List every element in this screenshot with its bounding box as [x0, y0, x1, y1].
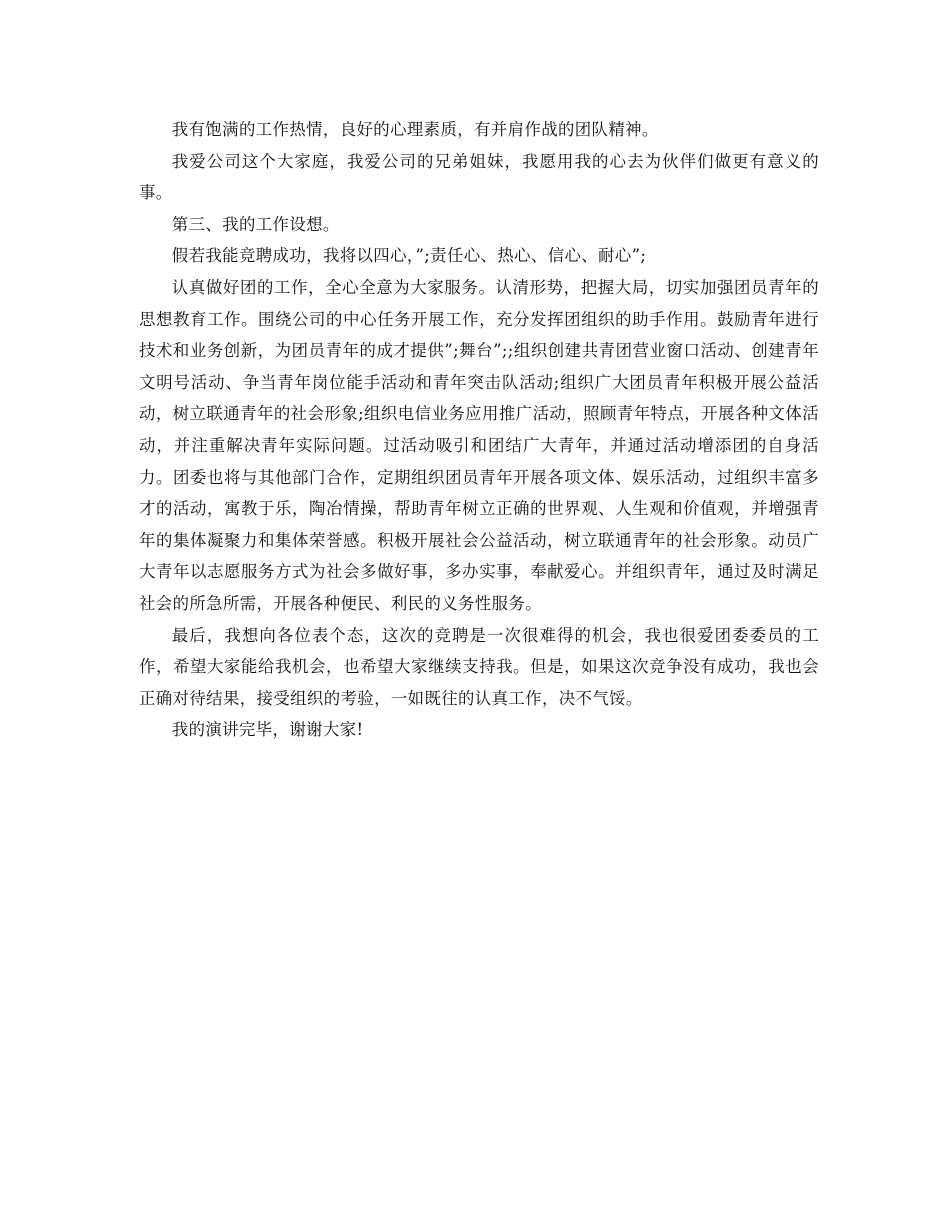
paragraph-final-statement: 最后，我想向各位表个态，这次的竞聘是一次很难得的机会，我也很爱团委委员的工作，希望大家能给我机会，也希望大家继续支持我。但是，如果这次竞争没有成功，我也会正确对待结果，接受组织的考验，一如既往的认真工作，决不气馁。 — [139, 625, 819, 708]
paragraph-closing: 我的演讲完毕，谢谢大家! — [171, 720, 364, 740]
paragraph-four-hearts: 假若我能竞聘成功，我将以四心，”;责任心、热心、信心、耐心”; — [171, 246, 647, 266]
paragraph-work-details: 认真做好团的工作，全心全意为大家服务。认清形势，把握大局，切实加强团员青年的思想教育工作。围绕公司的中心任务开展工作，充分发挥团组织的助手作用。鼓励青年进行技术和业务创新，为团员青年的成才提供”;舞台”;;组织创建共青团营业窗口活动、创建青年文明号活动、争当青年岗位能手活动和青年突击队活动;组织广大团员青年积极开展公益活动，树立联通青年的社会形象;组织电信业务应用推广活动，照顾青年特点，开展各种文体活动，并注重解决青年实际问题。过活动吸引和团结广大青年，并通过活动增添团的自身活力。团委也将与其他部门合作，定期组织团员青年开展各项文体、娱乐活动，过组织丰富多才的活动，寓教于乐，陶冶情操，帮助青年树立正确的世界观、人生观和价值观，并增强青年的集体凝聚力和集体荣誉感。积极开展社会公益活动，树立联通青年的社会形象。动员广大青年以志愿服务方式为社会多做好事，多办实事，奉献爱心。并组织青年，通过及时满足社会的所急所需，开展各种便民、利民的义务性服务。 — [139, 277, 819, 613]
paragraph-love-company: 我爱公司这个大家庭，我爱公司的兄弟姐妹，我愿用我的心去为伙伴们做更有意义的事。 — [139, 151, 819, 203]
section-heading-work-plan: 第三、我的工作设想。 — [171, 214, 340, 234]
document-body — [139, 114, 819, 746]
paragraph-enthusiasm: 我有饱满的工作热情，良好的心理素质，有并肩作战的团队精神。 — [171, 120, 659, 139]
